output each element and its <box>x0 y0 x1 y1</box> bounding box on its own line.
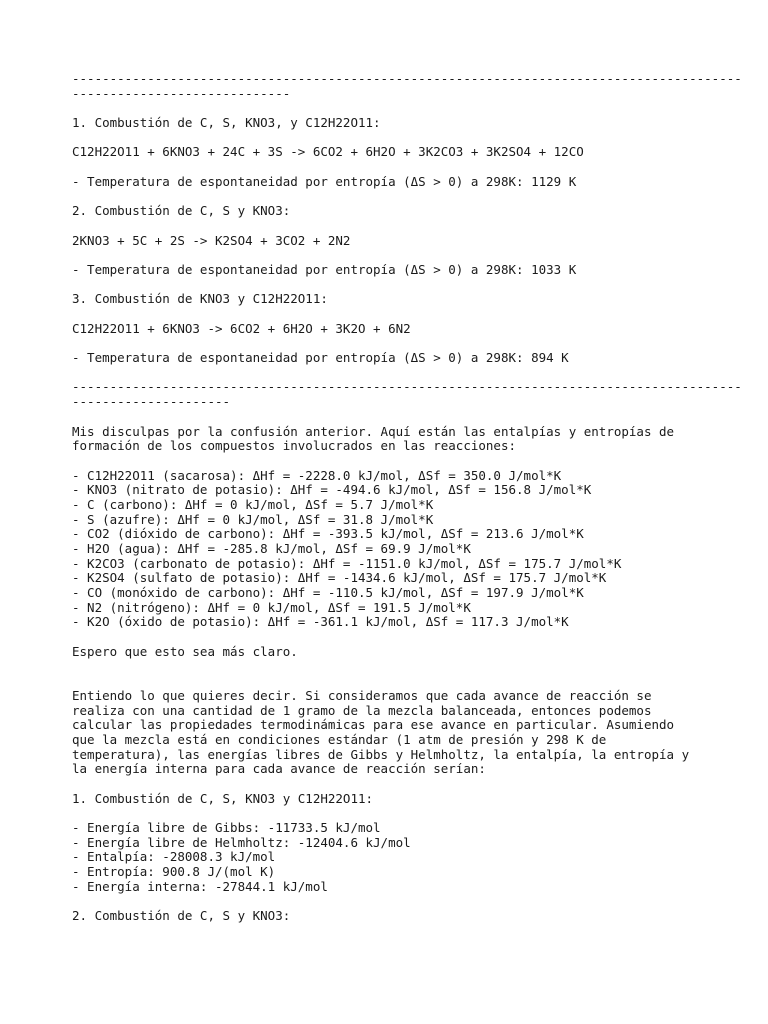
result-item: - Energía interna: -27844.1 kJ/mol <box>72 878 328 894</box>
reaction-equation: C12H22O11 + 6KNO3 + 24C + 3S -> 6CO2 + 6H2O + 3K2CO3 + 3K2SO4 + 12CO <box>72 144 584 160</box>
result-item: - Energía libre de Helmholtz: -12404.6 kJ/mol <box>72 834 411 850</box>
paragraph-line: calcular las propiedades termodinámicas para ese avance en particular. Asumiendo <box>72 717 675 733</box>
compound-item: - N2 (nitrógeno): ΔHf = 0 kJ/mol, ΔSf = 191.5 J/mol*K <box>72 599 471 615</box>
compound-item: - K2O (óxido de potasio): ΔHf = -361.1 kJ/mol, ΔSf = 117.3 J/mol*K <box>72 614 569 630</box>
compound-item: - CO2 (dióxido de carbono): ΔHf = -393.5 kJ/mol, ΔSf = 213.6 J/mol*K <box>72 526 584 542</box>
paragraph-line: que la mezcla está en condiciones estándar (1 atm de presión y 298 K de <box>72 731 607 747</box>
paragraph-line: Entiendo lo que quieres decir. Si consideramos que cada avance de reacción se <box>72 687 652 703</box>
compound-item: - KNO3 (nitrato de potasio): ΔHf = -494.6 kJ/mol, ΔSf = 156.8 J/mol*K <box>72 482 592 498</box>
separator-line: --------------------- <box>72 394 231 410</box>
result-item: - Entropía: 900.8 J/(mol K) <box>72 864 276 880</box>
paragraph-line: temperatura), las energías libres de Gibbs y Helmholtz, la entalpía, la entropía y <box>72 746 690 762</box>
compound-item: - S (azufre): ΔHf = 0 kJ/mol, ΔSf = 31.8 J/mol*K <box>72 511 434 527</box>
spontaneity-temperature: - Temperatura de espontaneidad por entropía (ΔS > 0) a 298K: 1033 K <box>72 261 577 277</box>
closing-line: Espero que esto sea más claro. <box>72 643 298 659</box>
compound-item: - H2O (agua): ΔHf = -285.8 kJ/mol, ΔSf = 69.9 J/mol*K <box>72 541 471 556</box>
separator-line: ----------------------------------------------------------------------------------------- <box>72 379 742 395</box>
section-heading: 2. Combustión de C, S y KNO3: <box>72 908 291 924</box>
section-heading: 1. Combustión de C, S, KNO3, y C12H22O11: <box>72 115 381 131</box>
paragraph-line: la energía interna para cada avance de reacción serían: <box>72 761 486 777</box>
section-heading: 3. Combustión de KNO3 y C12H22O11: <box>72 291 328 307</box>
document-page <box>72 71 742 924</box>
paragraph-line: formación de los compuestos involucrados en las reacciones: <box>72 438 517 454</box>
section-heading: 2. Combustión de C, S y KNO3: <box>72 203 291 219</box>
compound-item: - CO (monóxido de carbono): ΔHf = -110.5 kJ/mol, ΔSf = 197.9 J/mol*K <box>72 585 584 601</box>
spontaneity-temperature: - Temperatura de espontaneidad por entropía (ΔS > 0) a 298K: 894 K <box>72 350 569 366</box>
section-heading: 1. Combustión de C, S, KNO3 y C12H22O11: <box>72 790 374 806</box>
compound-item: - K2CO3 (carbonato de potasio): ΔHf = -1151.0 kJ/mol, ΔSf = 175.7 J/mol*K <box>72 555 622 571</box>
compound-item: - K2SO4 (sulfato de potasio): ΔHf = -1434.6 kJ/mol, ΔSf = 175.7 J/mol*K <box>72 570 607 586</box>
result-item: - Energía libre de Gibbs: -11733.5 kJ/mol <box>72 820 381 836</box>
compound-item: - C (carbono): ΔHf = 0 kJ/mol, ΔSf = 5.7 J/mol*K <box>72 496 434 512</box>
paragraph-line: realiza con una cantidad de 1 gramo de la mezcla balanceada, entonces podemos <box>72 702 652 718</box>
result-item: - Entalpía: -28008.3 kJ/mol <box>72 849 276 865</box>
compound-item: - C12H22O11 (sacarosa): ΔHf = -2228.0 kJ/mol, ΔSf = 350.0 J/mol*K <box>72 467 562 483</box>
separator-line: ----------------------------------------------------------------------------------------- <box>72 71 742 86</box>
separator-line: ----------------------------- <box>72 85 291 101</box>
paragraph-line: Mis disculpas por la confusión anterior. Aquí están las entalpías y entropías de <box>72 423 675 439</box>
reaction-equation: C12H22O11 + 6KNO3 -> 6CO2 + 6H2O + 3K2O + 6N2 <box>72 320 411 336</box>
reaction-equation: 2KNO3 + 5C + 2S -> K2SO4 + 3CO2 + 2N2 <box>72 232 351 248</box>
spontaneity-temperature: - Temperatura de espontaneidad por entropía (ΔS > 0) a 298K: 1129 K <box>72 173 577 189</box>
